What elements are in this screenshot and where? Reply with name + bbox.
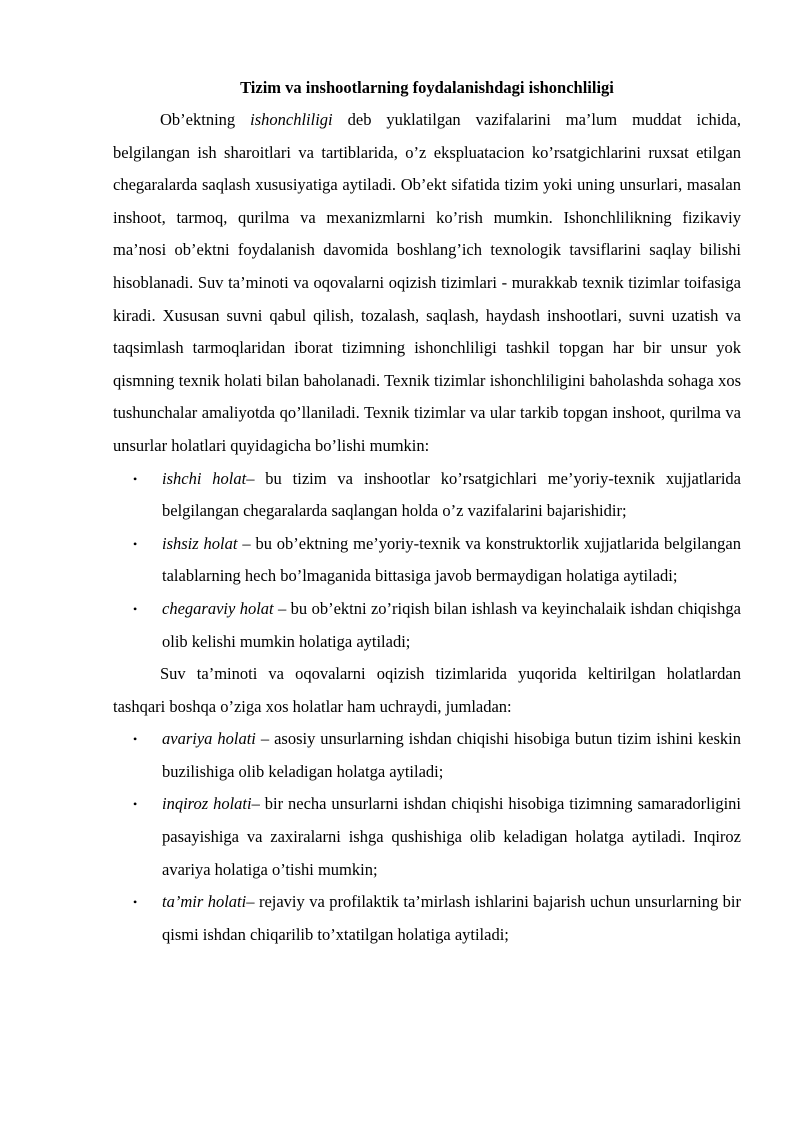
list-item-text: – bu ob’ektning me’yoriy-texnik va konstruktorlik xujjatlarida belgilangan talablarning hech bo’lmaganida bittasiga javob bermaydigan holatiga aytiladi; [162,533,741,586]
bullet-icon: • [133,536,138,551]
bullet-icon: • [133,471,138,486]
states-list [113,463,741,659]
bullet-icon: • [133,732,138,747]
intro-text-start: Ob’ektning [160,110,251,129]
list-item-term: inqiroz holati [162,794,252,814]
intro-text-rest: deb yuklatilgan vazifalarini ma’lum muddat ichida, belgilangan ish sharoitlari va tartiblarida, o’z ekspluatacion ko’rsatgichlarini ruxsat etilgan chegaralarda saqlash xususiyatiga aytiladi. Ob’ekt sifatida tizim yoki uning unsurlari, masalan inshoot, tarmoq, qurilma va mexanizmlarni ko’rish mumkin. Ishonchlilikning fizikaviy ma’nosi ob’ektni foydalanish davomida boshlang’ich texnologik tavsiflarini saqlay bilishi hisoblanadi. Suv ta’minoti va oqovalarni oqizish tizimlari - murakkab texnik tizimlar toifasiga kiradi. Xususan suvni qabul qilish, tozalash, saqlash, haydash inshootlari, suvni uzatish va taqsimlash tarmoqlaridan iborat tizimning ishonchliligi tashkil topgan har bir unsur yok qismning texnik holati bilan baholanadi. Texnik tizimlar ishonchliligini baholashda sohaga xos tushunchalar amaliyotda qo’llaniladi. Texnik tizimlar va ular tarkib topgan inshoot, qurilma va unsurlar holatlari quyidagicha bo’lishi mumkin: [113,110,741,455]
list-item [113,593,741,658]
document-page [113,72,741,951]
list-item-term: avariya holati [162,729,256,749]
list-item-term: ishchi holat [162,468,247,488]
bullet-icon: • [133,797,138,812]
list-item-text: – bu tizim va inshootlar ko’rsatgichlari me’yoriy-texnik xujjatlarida belgilangan chegaralarda saqlangan holda o’z vazifalarini bajarishidir; [162,468,741,521]
list-item [113,886,741,951]
intro-paragraph [113,104,741,463]
list-item [113,463,741,528]
bullet-icon: • [133,601,138,616]
document-title: Tizim va inshootlarning foydalanishdagi ishonchliligi [240,78,614,97]
list-item-term: ta’mir holati [162,892,247,912]
list-item [113,723,741,788]
extra-states-list [113,723,741,951]
list-item-text: – rejaviy va profilaktik ta’mirlash ishlarini bajarish uchun unsurlarning bir qismi ishdan chiqarilib to’xtatilgan holatiga aytiladi; [162,892,741,944]
list-item-term: ishsiz holat [162,533,238,553]
middle-paragraph: Suv ta’minoti va oqovalarni oqizish tizimlarida yuqorida keltirilgan holatlardan tashqari boshqa o’ziga xos holatlar ham uchraydi, jumladan: [113,664,741,716]
list-item-term: chegaraviy holat [162,598,274,618]
intro-emphasis: ishonchliligi [250,110,333,129]
bullet-icon: • [133,895,138,910]
list-item [113,528,741,593]
list-item-text: – bu ob’ektni zo’riqish bilan ishlash va keyinchalaik ishdan chiqishga olib kelishi mumkin holatiga aytiladi; [162,598,742,651]
list-item-text: – bir necha unsurlarni ishdan chiqishi hisobiga tizimning samaradorligini pasayishiga va zaxiralarni ishga qushishiga olib keladigan holatga aytiladi. Inqiroz avariya holatiga o’tishi mumkin; [162,794,741,879]
list-item [113,788,741,886]
list-item-text: – asosiy unsurlarning ishdan chiqishi hisobiga butun tizim ishini keskin buzilishiga olib keladigan holatga aytiladi; [162,729,742,781]
